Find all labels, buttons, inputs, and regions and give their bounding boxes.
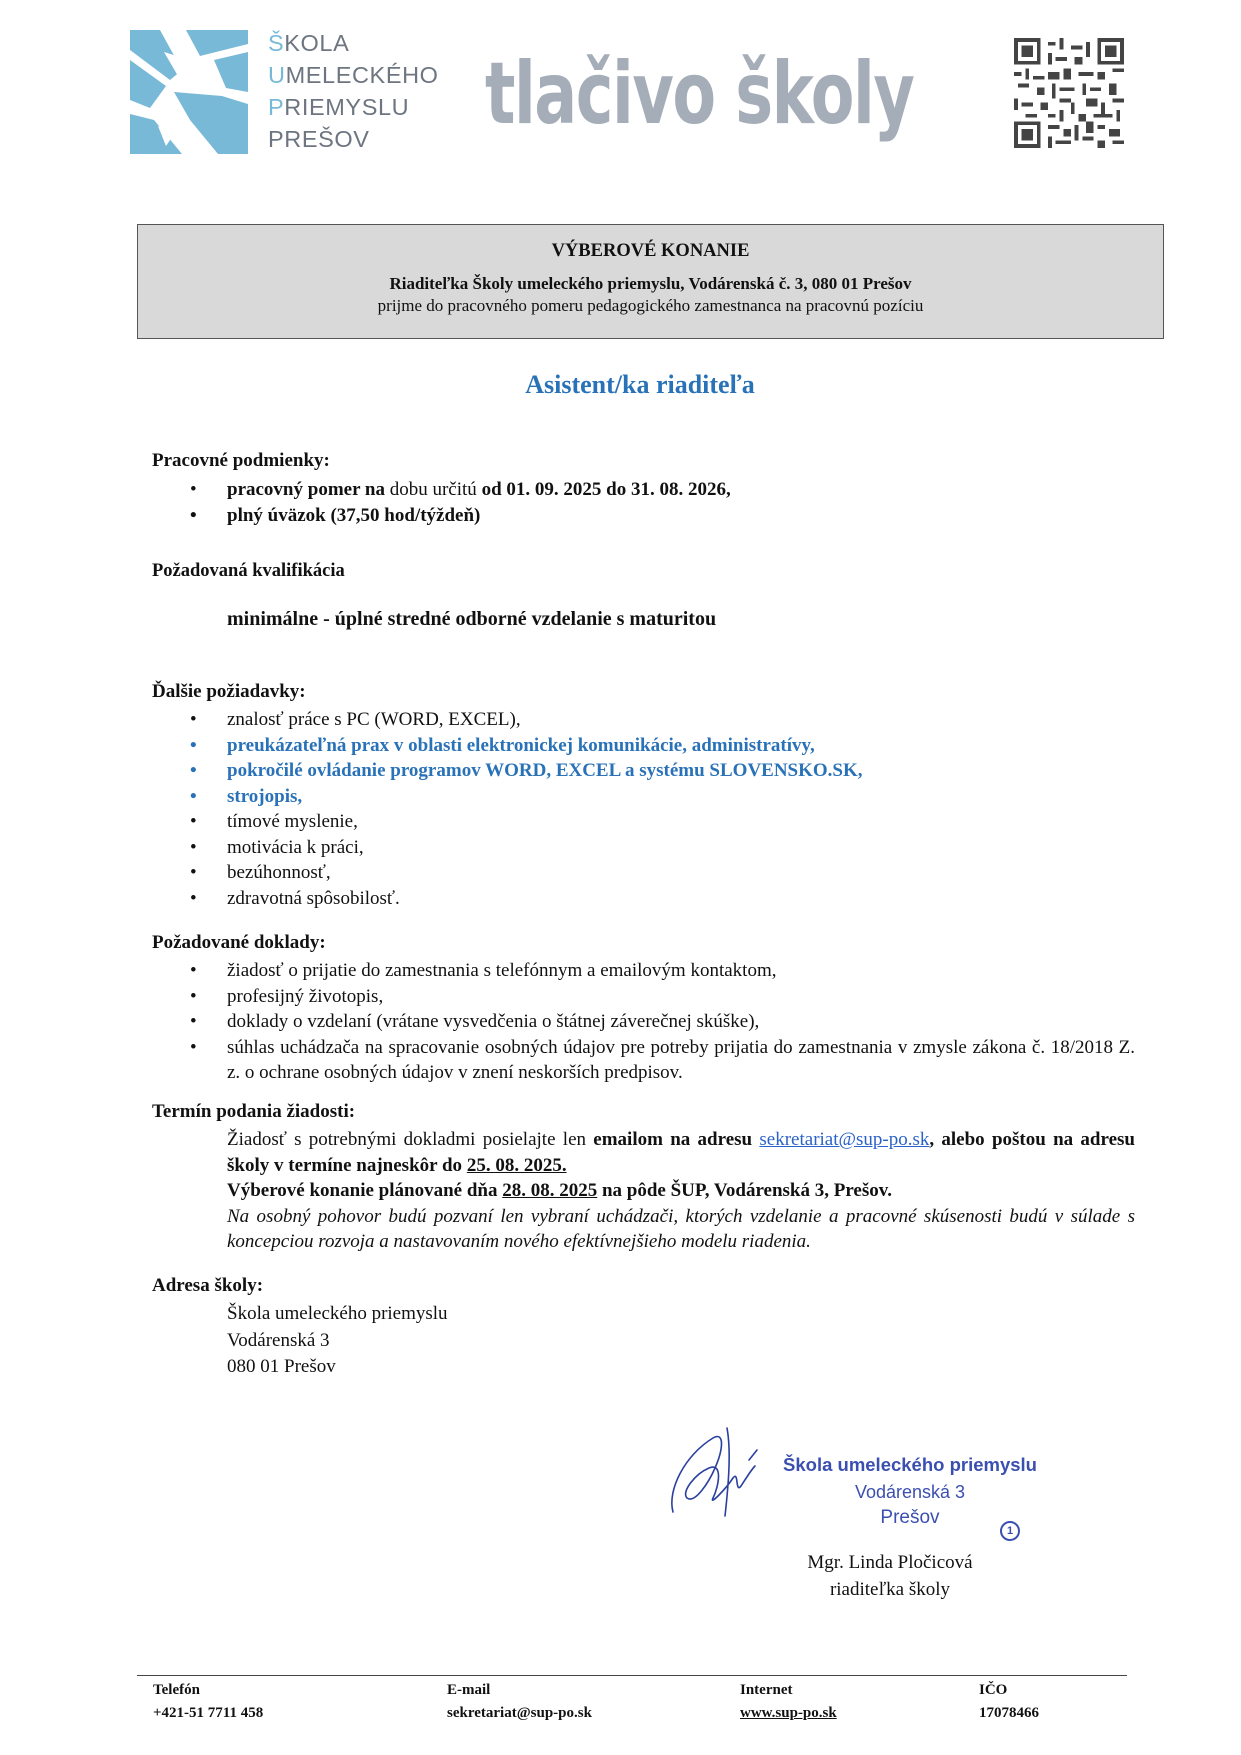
logo-line-3: PRIEMYSLU — [268, 94, 410, 120]
website-link[interactable]: www.sup-po.sk — [740, 1705, 837, 1721]
signatory — [770, 1549, 1010, 1603]
footer-email: E-mail sekretariat@sup-po.sk — [447, 1682, 592, 1721]
list-item: • pokročilé ovládanie programov WORD, EXCEL a systému SLOVENSKO.SK, — [188, 758, 863, 784]
qualification-heading: Požadovaná kvalifikácia — [152, 561, 345, 581]
qr-code-icon — [1014, 38, 1124, 148]
conditions-list — [188, 477, 731, 528]
notice-title: VÝBEROVÉ KONANIE — [551, 241, 750, 261]
email-link[interactable]: sekretariat@sup-po.sk — [759, 1129, 930, 1150]
deadline-heading: Termín podania žiadosti: — [152, 1101, 356, 1122]
footer-divider — [137, 1675, 1127, 1676]
list-item: • pracovný pomer na dobu určitú od 01. 09. 2025 do 31. 08. 2026, — [188, 477, 731, 503]
list-item: • bezúhonnosť, — [188, 860, 863, 886]
signatory-name: Mgr. Linda Pločicová — [807, 1552, 973, 1573]
conditions-heading: Pracovné podmienky: — [152, 450, 330, 471]
list-item: • žiadosť o prijatie do zamestnania s telefónnym a emailovým kontaktom, — [188, 958, 1135, 984]
list-item: • tímové myslenie, — [188, 809, 863, 835]
stamp-seal-icon: 1 — [1000, 1521, 1020, 1541]
selection-date: 28. 08. 2025 — [502, 1180, 598, 1201]
list-item: • znalosť práce s PC (WORD, EXCEL), — [188, 707, 863, 733]
school-stamp: Škola umeleckého priemyslu Vodárenská 3 Prešov 1 — [780, 1449, 1040, 1549]
footer-phone: Telefón +421-51 7711 458 — [153, 1682, 264, 1721]
interview-note: Na osobný pohovor budú pozvaní len vybraní uchádzači, ktorých vzdelanie a pracovné skúsenosti budú v súlade s koncepciou rozvoja a nastavovaním nového efektívnejšieho modelu riadenia. — [227, 1205, 1135, 1252]
list-item: • strojopis, — [188, 784, 863, 810]
footer-ico: IČO 17078466 — [979, 1682, 1039, 1721]
logo-line-1: ŠKOLA — [268, 30, 350, 56]
list-item: • preukázateľná prax v oblasti elektronickej komunikácie, administratívy, — [188, 733, 863, 759]
list-item: • doklady o vzdelaní (vrátane vysvedčenia o štátnej záverečnej skúške), — [188, 1009, 1135, 1035]
logo-line-2: UMELECKÉHO — [268, 62, 439, 88]
notice-description: prijme do pracovného pomeru pedagogického zamestnanca na pracovnú pozíciu — [377, 296, 924, 315]
signature-icon — [665, 1420, 775, 1520]
school-logo-icon — [130, 30, 248, 154]
notice-employer: Riaditeľka Školy umeleckého priemyslu, Vodárenská č. 3, 080 01 Prešov — [389, 274, 912, 293]
school-address: Škola umeleckého priemyslu Vodárenská 3 080 01 Prešov — [227, 1303, 448, 1377]
brand-title: tlačivo školy — [485, 44, 914, 144]
school-logo-text — [268, 27, 439, 155]
address-heading: Adresa školy: — [152, 1275, 264, 1296]
list-item: • plný úväzok (37,50 hod/týždeň) — [188, 503, 731, 529]
list-item: • súhlas uchádzača na spracovanie osobných údajov pre potreby prijatia do zamestnania v zmysle zákona č. 18/2018 Z. z. o ochrane osobných údajov v znení neskorších predpisov. — [188, 1035, 1135, 1086]
signatory-role: riaditeľka školy — [829, 1579, 951, 1600]
deadline-paragraph: Žiadosť s potrebnými dokladmi posielajte len emailom na adresu sekretariat@sup-po.sk, alebo poštou na adresu školy v termíne najneskôr do 25. 08. 2025. Výberové konanie plánované dňa 28. 08. 2025 na pôde ŠUP, Vodárenská 3, Prešov. Na osobný pohovor budú pozvaní len vybraní uchádzači, ktorých vzdelanie a pracovné skúsenosti budú v súlade s koncepciou rozvoja a nastavovaním nového efektívnejšieho modelu riadenia. — [227, 1129, 1135, 1252]
list-item: • zdravotná spôsobilosť. — [188, 886, 863, 912]
notice-box — [137, 224, 1164, 339]
footer-internet: Internet www.sup-po.sk — [740, 1679, 837, 1725]
requirements-heading: Ďalšie požiadavky: — [152, 681, 306, 702]
documents-heading: Požadované doklady: — [152, 932, 326, 953]
job-title: Asistent/ka riaditeľa — [525, 370, 755, 399]
qualification-text: minimálne - úplné stredné odborné vzdelanie s maturitou — [227, 608, 717, 630]
documents-list — [188, 958, 1135, 1086]
requirements-list — [188, 707, 863, 911]
logo-line-4: PREŠOV — [268, 126, 370, 152]
list-item: • motivácia k práci, — [188, 835, 863, 861]
list-item: • profesijný životopis, — [188, 984, 1135, 1010]
deadline-date: 25. 08. 2025. — [466, 1154, 567, 1176]
